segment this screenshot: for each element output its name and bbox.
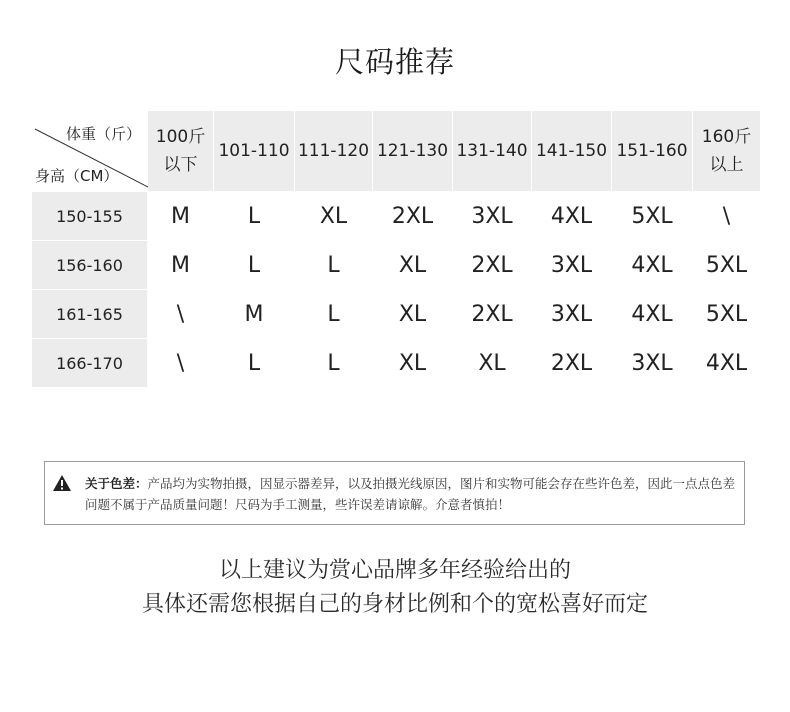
notice-label: 关于色差：	[85, 476, 148, 491]
size-cell: M	[214, 290, 295, 339]
size-cell: 4XL	[612, 241, 693, 290]
weight-header-line: 131-140	[456, 141, 528, 161]
size-cell: 3XL	[612, 339, 693, 388]
size-cell: 4XL	[693, 339, 761, 388]
notice-body: 产品均为实物拍摄，因显示器差异，以及拍摄光线原因，图片和实物可能会存在些许色差，因此一点点色差问题不属于产品质量问题！尺码为手工测量，些许误差请谅解。介意者慎拍！	[85, 476, 736, 512]
table-header-row	[32, 111, 761, 192]
table-row	[32, 192, 761, 241]
weight-header-line: 111-120	[297, 141, 370, 161]
size-cell: 4XL	[612, 290, 693, 339]
weight-header-line: 以上	[709, 155, 744, 175]
size-cell: 5XL	[612, 192, 693, 241]
size-cell: 3XL	[453, 192, 532, 241]
size-cell: XL	[295, 192, 373, 241]
color-difference-notice	[44, 461, 745, 525]
size-cell: 3XL	[532, 290, 612, 339]
size-cell: XL	[373, 290, 453, 339]
recommendation-line-1: 以上建议为赏心品牌多年经验给出的	[218, 558, 571, 583]
weight-header-line: 151-160	[616, 141, 688, 161]
table-row	[32, 241, 761, 290]
size-cell: \	[148, 339, 214, 388]
weight-column-header	[693, 111, 761, 192]
size-cell: \	[148, 290, 214, 339]
size-cell: L	[214, 241, 295, 290]
size-cell: L	[295, 290, 373, 339]
size-cell: 2XL	[373, 192, 453, 241]
size-cell: M	[148, 192, 214, 241]
height-range-cell: 150-155	[32, 192, 148, 241]
size-cell: XL	[373, 339, 453, 388]
size-cell: M	[148, 241, 214, 290]
table-row	[32, 290, 761, 339]
weight-column-header	[148, 111, 214, 192]
weight-column-header	[532, 111, 612, 192]
size-cell: 2XL	[453, 241, 532, 290]
size-cell: L	[295, 241, 373, 290]
size-cell: 4XL	[532, 192, 612, 241]
height-range-cell: 161-165	[32, 290, 148, 339]
recommendation-line-2: 具体还需您根据自己的身材比例和个的宽松喜好而定	[141, 592, 648, 617]
size-cell: 2XL	[453, 290, 532, 339]
size-cell: L	[214, 339, 295, 388]
weight-header-line: 101-110	[218, 141, 290, 161]
size-cell: \	[693, 192, 761, 241]
size-cell: L	[214, 192, 295, 241]
height-range-cell: 166-170	[32, 339, 148, 388]
size-cell: 3XL	[532, 241, 612, 290]
warning-icon	[53, 475, 71, 491]
recommendation-note	[0, 554, 790, 622]
notice-text-block	[85, 473, 741, 515]
weight-column-header	[453, 111, 532, 192]
weight-header-line: 160斤	[701, 127, 752, 147]
weight-header-line: 121-130	[376, 141, 449, 161]
weight-column-header	[214, 111, 295, 192]
weight-header-line: 以下	[163, 155, 198, 175]
weight-header-line: 100斤	[155, 127, 206, 147]
size-cell: 5XL	[693, 290, 761, 339]
table-row	[32, 339, 761, 388]
weight-column-header	[373, 111, 453, 192]
size-cell: L	[295, 339, 373, 388]
weight-header-line: 141-150	[535, 141, 608, 161]
size-cell: XL	[373, 241, 453, 290]
weight-axis-label: 体重（斤）	[66, 125, 142, 143]
corner-cell	[32, 111, 148, 192]
weight-column-header	[612, 111, 693, 192]
size-cell: XL	[453, 339, 532, 388]
page-title: 尺码推荐	[334, 45, 455, 79]
height-range-cell: 156-160	[32, 241, 148, 290]
size-chart-table	[31, 110, 761, 388]
size-cell: 5XL	[693, 241, 761, 290]
weight-column-header	[295, 111, 373, 192]
height-axis-label: 身高（CM）	[35, 167, 119, 185]
size-cell: 2XL	[532, 339, 612, 388]
